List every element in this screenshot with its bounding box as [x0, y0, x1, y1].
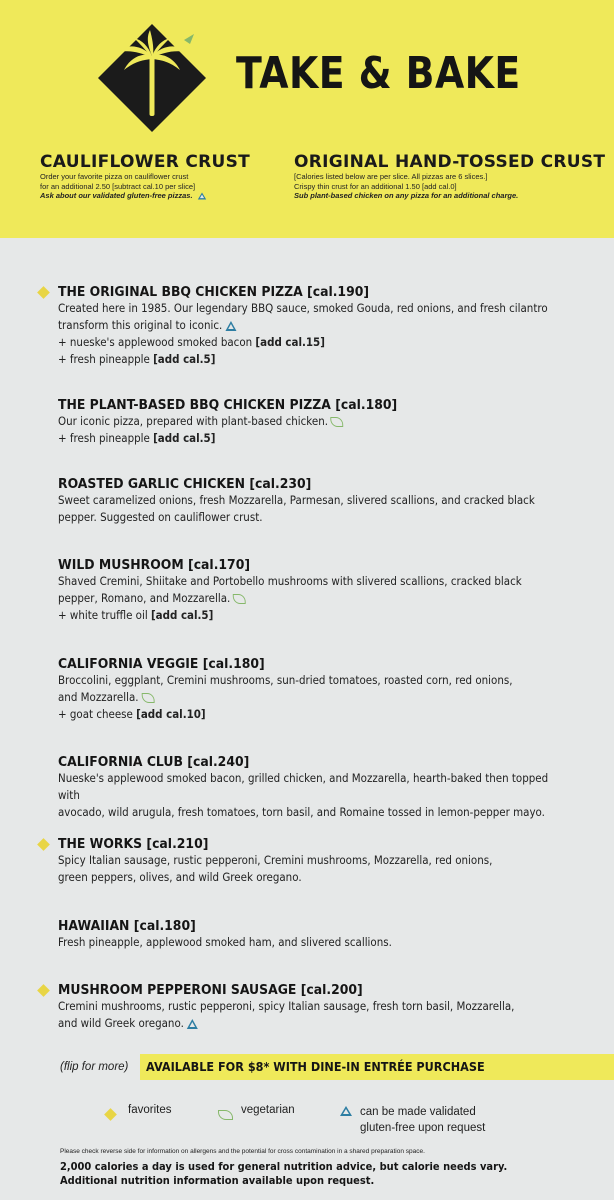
menu-item-roasted-garlic-chicken — [58, 476, 588, 526]
flip-for-more: (flip for more) — [60, 1061, 129, 1073]
item-addon: + fresh pineapple [add cal.5] — [58, 432, 216, 445]
cauliflower-line-3: Ask about our validated gluten-free pizzas. — [40, 191, 250, 201]
legend-gluten-free: can be made validated gluten-free upon request — [360, 1106, 486, 1134]
item-title: MUSHROOM PEPPERONI SAUSAGE [cal.200] — [58, 982, 363, 998]
vegetarian-leaf-icon — [233, 594, 246, 604]
favorite-diamond-icon — [37, 838, 50, 851]
gluten-free-icon — [225, 321, 236, 331]
vegetarian-leaf-icon — [331, 417, 344, 427]
availability-banner — [140, 1054, 614, 1080]
header-band — [0, 0, 614, 238]
item-title: CALIFORNIA CLUB [cal.240] — [58, 754, 250, 770]
legend-vegetarian: vegetarian — [241, 1104, 295, 1116]
vegetarian-leaf-icon — [141, 693, 154, 703]
item-description: Cremini mushrooms, rustic pepperoni, spicy Italian sausage, fresh torn basil, Mozzarella, and wild Greek oregano. — [58, 1000, 515, 1030]
item-addon: + goat cheese [add cal.10] — [58, 708, 206, 721]
cauliflower-line-1: Order your favorite pizza on cauliflower crust — [40, 172, 189, 181]
gluten-free-icon — [187, 1019, 198, 1029]
item-addon: + nueske's applewood smoked bacon [add cal.15] — [58, 336, 325, 349]
item-addon: + white truffle oil [add cal.5] — [58, 609, 214, 622]
menu-item-the-works — [58, 836, 588, 886]
original-crust-heading: ORIGINAL HAND-TOSSED CRUST — [294, 152, 606, 172]
menu-item-california-veggie — [58, 656, 588, 723]
menu-item-original-bbq — [58, 284, 588, 368]
item-title: HAWAIIAN [cal.180] — [58, 918, 196, 934]
item-description: Our iconic pizza, prepared with plant-based chicken. — [58, 413, 573, 430]
original-crust-section — [294, 152, 605, 201]
original-line-1: [Calories listed below are per slice. All pizzas are 6 slices.] — [294, 172, 488, 181]
original-line-3: Sub plant-based chicken on any pizza for an additional charge. — [294, 191, 519, 200]
menu-item-plant-based-bbq — [58, 397, 588, 447]
cauliflower-crust-section — [40, 152, 250, 201]
availability-text: AVAILABLE FOR $8* WITH DINE-IN ENTRÉE PURCHASE — [146, 1059, 485, 1074]
favorite-diamond-icon — [37, 286, 50, 299]
item-title: THE PLANT-BASED BBQ CHICKEN PIZZA [cal.180] — [58, 397, 398, 413]
favorite-diamond-icon — [104, 1108, 117, 1121]
item-description: Sweet caramelized onions, fresh Mozzarella, Parmesan, slivered scallions, and cracked black pepper. Suggested on cauliflower crust. — [58, 494, 535, 524]
item-addon: + fresh pineapple [add cal.5] — [58, 353, 216, 366]
original-line-2: Crispy thin crust for an additional 1.50 [add cal.0] — [294, 181, 457, 191]
item-title: THE WORKS [cal.210] — [58, 836, 209, 852]
item-description: Nueske's applewood smoked bacon, grilled chicken, and Mozzarella, hearth-baked then topped with avocado, wild arugula, fresh tomatoes, torn basil, and Romaine tossed in lemon-pepper mayo. — [58, 772, 549, 819]
gluten-free-icon — [340, 1106, 352, 1116]
legend-favorites: favorites — [128, 1104, 172, 1116]
cauliflower-line-2: for an additional 2.50 [subtract cal.10 per slice] — [40, 181, 196, 191]
item-title: CALIFORNIA VEGGIE [cal.180] — [58, 656, 265, 672]
item-description: Spicy Italian sausage, rustic pepperoni, Cremini mushrooms, Mozzarella, red onions, green peppers, olives, and wild Greek oregano. — [58, 854, 493, 884]
menu-item-wild-mushroom — [58, 557, 588, 624]
palm-tree-diamond-logo — [96, 22, 208, 134]
item-title: ROASTED GARLIC CHICKEN [cal.230] — [58, 476, 312, 492]
page-title: TAKE & BAKE — [236, 48, 521, 99]
menu-item-hawaiian — [58, 918, 588, 951]
item-description: Broccolini, eggplant, Cremini mushrooms, sun-dried tomatoes, roasted corn, red onions, and Mozzarella. — [58, 674, 513, 704]
favorite-diamond-icon — [37, 984, 50, 997]
menu-item-mushroom-pepperoni-sausage — [58, 982, 588, 1032]
vegetarian-leaf-icon — [218, 1110, 233, 1120]
item-description: Created here in 1985. Our legendary BBQ sauce, smoked Gouda, red onions, and fresh cilantro transform this original to iconic. — [58, 302, 548, 332]
item-description: Fresh pineapple, applewood smoked ham, and slivered scallions. — [58, 936, 392, 949]
menu-item-california-club — [58, 754, 588, 821]
nutrition-note: 2,000 calories a day is used for general nutrition advice, but calorie needs vary. Additional nutrition information available upon request. — [60, 1160, 508, 1187]
item-description: Shaved Cremini, Shiitake and Portobello mushrooms with slivered scallions, cracked black pepper, Romano, and Mozzarella. — [58, 575, 522, 605]
allergen-note: Please check reverse side for information on allergens and the potential for cross contamination in a shared preparation space. — [60, 1148, 425, 1155]
cauliflower-crust-heading: CAULIFLOWER CRUST — [40, 152, 251, 172]
item-title: WILD MUSHROOM [cal.170] — [58, 557, 251, 573]
gluten-free-icon — [197, 193, 205, 200]
item-title: THE ORIGINAL BBQ CHICKEN PIZZA [cal.190] — [58, 284, 370, 300]
